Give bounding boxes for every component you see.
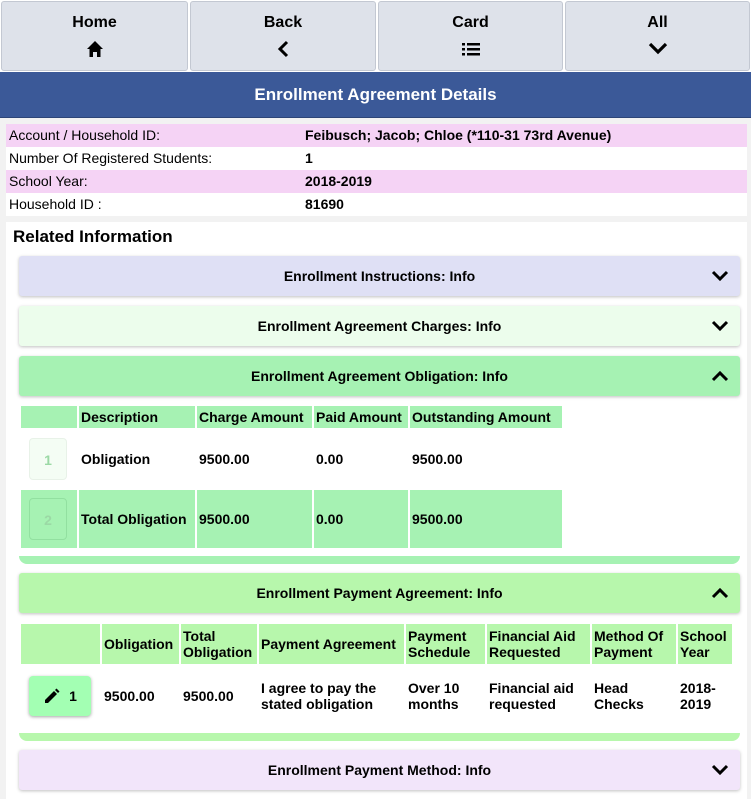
chevron-down-icon bbox=[710, 268, 730, 284]
cell-school-year: 2018-2019 bbox=[680, 680, 716, 712]
cell-charge: 9500.00 bbox=[197, 490, 312, 548]
accordion-label: Enrollment Instructions: Info bbox=[283, 268, 476, 284]
nav-card-button[interactable] bbox=[378, 1, 563, 71]
detail-value: Feibusch; Jacob; Chloe (*110-31 73rd Avenue) bbox=[305, 127, 612, 143]
column-header: Obligation bbox=[102, 624, 179, 664]
detail-label: School Year: bbox=[9, 173, 88, 189]
chevron-down-icon bbox=[710, 762, 730, 778]
list-icon bbox=[379, 40, 562, 60]
column-header: Method Of Payment bbox=[592, 624, 676, 664]
related-title: Related Information bbox=[13, 227, 173, 246]
column-header: Financial Aid Requested bbox=[487, 624, 590, 664]
cell-description: Obligation bbox=[81, 451, 151, 467]
home-icon bbox=[2, 40, 187, 60]
accordion-payment-method[interactable] bbox=[19, 750, 740, 790]
nav-back-button[interactable] bbox=[190, 1, 376, 71]
table-header-row bbox=[21, 624, 732, 664]
cell-payment-agreement: I agree to pay the stated obligation bbox=[261, 680, 377, 712]
column-header: School Year bbox=[678, 624, 732, 664]
nav-card-label: Card bbox=[452, 14, 489, 31]
table-header-row bbox=[21, 406, 562, 428]
payment-agreement-table bbox=[19, 622, 734, 728]
nav-home-label: Home bbox=[72, 14, 117, 31]
nav-back-label: Back bbox=[263, 14, 303, 31]
row-number-button[interactable]: 2 bbox=[29, 498, 67, 540]
cell-outstanding: 9500.00 bbox=[410, 490, 562, 548]
nav-all-label: All bbox=[647, 14, 668, 31]
row-number: 1 bbox=[69, 688, 77, 704]
accordion-label: Enrollment Agreement Charges: Info bbox=[257, 318, 502, 334]
chevron-up-icon bbox=[710, 585, 730, 601]
cell-paid: 0.00 bbox=[316, 451, 344, 467]
accordion-payment-agreement[interactable] bbox=[19, 573, 740, 613]
detail-label: Account / Household ID: bbox=[9, 127, 160, 143]
chevron-down-icon bbox=[566, 40, 749, 60]
edit-row-button[interactable] bbox=[29, 676, 91, 716]
section-footer-bar bbox=[19, 556, 740, 564]
detail-label: Number Of Registered Students: bbox=[9, 150, 213, 166]
row-number-button[interactable]: 1 bbox=[29, 438, 67, 480]
accordion-label: Enrollment Payment Agreement: Info bbox=[256, 585, 503, 601]
accordion-agreement-charges[interactable] bbox=[19, 306, 740, 346]
chevron-up-icon bbox=[710, 368, 730, 384]
detail-row-school-year bbox=[6, 170, 747, 193]
column-header: Description bbox=[79, 406, 195, 428]
column-header: Charge Amount bbox=[197, 406, 312, 428]
column-header: Total Obligation bbox=[181, 624, 257, 664]
table-row bbox=[21, 430, 562, 488]
cell-charge: 9500.00 bbox=[199, 451, 250, 467]
page-title: Enrollment Agreement Details bbox=[0, 72, 751, 118]
obligation-table bbox=[19, 404, 564, 550]
cell-description: Total Obligation bbox=[79, 490, 195, 548]
nav-all-button[interactable] bbox=[565, 1, 750, 71]
accordion-enrollment-instructions[interactable] bbox=[19, 256, 740, 296]
nav-home-button[interactable] bbox=[1, 1, 188, 71]
cell-financial-aid: Financial aid requested bbox=[489, 680, 574, 712]
detail-value: 2018-2019 bbox=[305, 173, 372, 189]
detail-value: 81690 bbox=[305, 196, 344, 212]
chevron-down-icon bbox=[710, 318, 730, 334]
cell-total-obligation: 9500.00 bbox=[183, 688, 234, 704]
cell-payment-schedule: Over 10 months bbox=[408, 680, 460, 712]
top-nav bbox=[0, 0, 751, 72]
cell-method-of-payment: Head Checks bbox=[594, 680, 644, 712]
detail-row-students bbox=[6, 147, 747, 170]
pencil-icon bbox=[43, 687, 61, 705]
details-panel bbox=[6, 124, 747, 216]
column-header: Payment Agreement bbox=[259, 624, 404, 664]
cell-outstanding: 9500.00 bbox=[412, 451, 463, 467]
column-header: Paid Amount bbox=[314, 406, 408, 428]
accordion-agreement-obligation[interactable] bbox=[19, 356, 740, 396]
accordion-label: Enrollment Payment Method: Info bbox=[267, 762, 492, 778]
cell-paid: 0.00 bbox=[314, 490, 408, 548]
column-header: Outstanding Amount bbox=[410, 406, 562, 428]
section-footer-bar bbox=[19, 733, 740, 741]
table-row-total bbox=[21, 490, 562, 548]
accordion-label: Enrollment Agreement Obligation: Info bbox=[251, 368, 508, 384]
chevron-left-icon bbox=[191, 40, 375, 60]
related-information bbox=[6, 222, 747, 799]
cell-obligation: 9500.00 bbox=[104, 688, 155, 704]
table-row bbox=[21, 666, 732, 726]
detail-label: Household ID : bbox=[9, 196, 102, 212]
detail-row-household-id bbox=[6, 193, 747, 216]
column-header: Payment Schedule bbox=[406, 624, 485, 664]
detail-value: 1 bbox=[305, 150, 313, 166]
detail-row-account bbox=[6, 124, 747, 147]
